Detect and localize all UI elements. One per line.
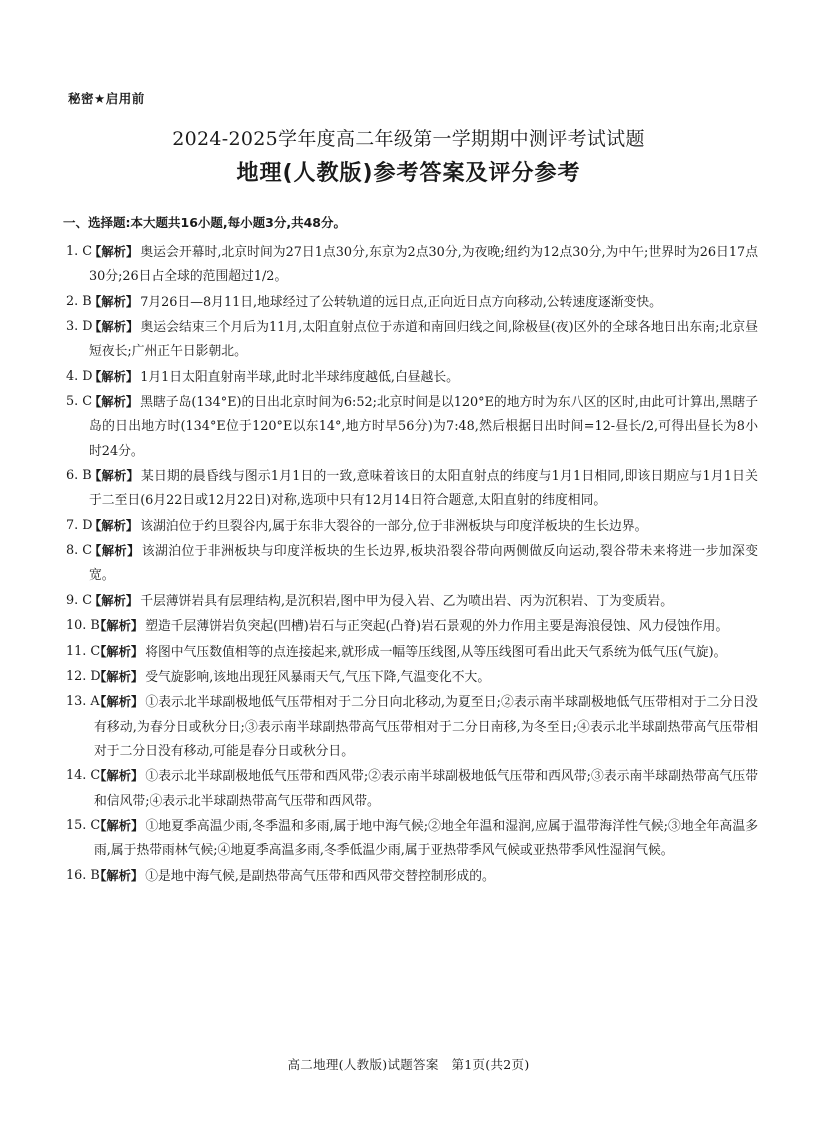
answer-text: 奥运会开幕时,北京时间为27日1点30分,东京为2点30分,为夜晚;纽约为12点30分,为中午;世界时为26日17点30分;26日占全球的范围超过1/2。: [89, 245, 758, 285]
answer-text: 该湖泊位于非洲板块与印度洋板块的生长边界,板块沿裂谷带向两侧做反向运动,裂谷带未来将进一步加深变宽。: [89, 544, 758, 584]
answer-number: 13. A: [66, 694, 100, 710]
answer-item: [66, 464, 758, 514]
answer-item: [66, 640, 758, 665]
answer-item: [66, 864, 758, 889]
answer-number: 2. B: [66, 293, 92, 309]
page-footer: 高二地理(人教版)试题答案 第1页(共2页): [287, 1057, 530, 1072]
answer-item: [66, 589, 758, 614]
answer-item: [66, 614, 758, 639]
analysis-tag: 【解析】: [94, 644, 144, 659]
answer-item: [66, 240, 758, 290]
answer-number: 14. C: [66, 768, 101, 784]
answer-item: [66, 365, 758, 390]
exam-title: 2024-2025学年度高二年级第一学期期中测评考试试题: [172, 128, 645, 150]
analysis-tag: 【解析】: [94, 868, 144, 883]
answer-number: 9. C: [66, 592, 93, 608]
analysis-tag: 【解析】: [89, 544, 140, 559]
answer-text: ①是地中海气候,是副热带高气压带和西风带交替控制形成的。: [145, 868, 495, 884]
answer-text: 该湖泊位于约旦裂谷内,属于东非大裂谷的一部分,位于非洲板块与印度洋板块的生长边界。: [140, 518, 648, 534]
analysis-tag: 【解析】: [89, 518, 139, 533]
analysis-tag: 【解析】: [89, 245, 139, 259]
answer-text: 某日期的晨昏线与图示1月1日的一致,意味着该日的太阳直射点的纬度与1月1日相同,即该日期应与1月1日关于二至日(6月22日或12月22日)对称,选项中只有12月14日符合题意,太阳直射的纬度相同。: [89, 469, 758, 509]
answer-item: [66, 390, 758, 464]
answer-item: [66, 539, 758, 589]
analysis-tag: 【解析】: [89, 593, 139, 608]
analysis-tag: 【解析】: [89, 320, 139, 335]
analysis-tag: 【解析】: [89, 395, 139, 410]
answer-text: ①表示北半球副极地低气压带和西风带;②表示南半球副极地低气压带和西风带;③表示南半球副热带高气压带和信风带;④表示北半球副热带高气压带和西风带。: [94, 769, 758, 809]
answer-list: [66, 240, 758, 889]
answer-number: 12. D: [66, 668, 101, 684]
answer-text: ①表示北半球副极地低气压带相对于二分日向北移动,为夏至日;②表示南半球副极地低气压带相对于二分日没有移动,为春分日或秋分日;③表示南半球副热带高气压带相对于二分日南移,为冬至日;④表示北半球副热带高气压带相对于二分日没有移动,可能是春分日或秋分日。: [94, 695, 758, 759]
answer-text: 7月26日—8月11日,地球经过了公转轨道的远日点,正向近日点方向移动,公转速度逐渐变快。: [140, 294, 662, 310]
answer-key-title: 地理(人教版)参考答案及评分参考: [236, 161, 581, 186]
answer-text: 奥运会结束三个月后为11月,太阳直射点位于赤道和南回归线之间,除极昼(夜)区外的全球各地日出东南;北京昼短夜长;广州正午日影朝北。: [89, 320, 758, 360]
analysis-tag: 【解析】: [89, 369, 139, 384]
analysis-tag: 【解析】: [94, 619, 144, 634]
answer-number: 5. C: [66, 394, 93, 410]
answer-item: [66, 315, 758, 365]
analysis-tag: 【解析】: [94, 769, 144, 784]
analysis-tag: 【解析】: [94, 669, 144, 684]
analysis-tag: 【解析】: [89, 294, 139, 309]
analysis-tag: 【解析】: [89, 469, 139, 484]
answer-text: 塑造千层薄饼岩负突起(凹槽)岩石与正突起(凸脊)岩石景观的外力作用主要是海浪侵蚀、风力侵蚀作用。: [145, 619, 729, 635]
answer-item: [66, 290, 758, 315]
answer-item: [66, 814, 758, 864]
answer-number: 7. D: [66, 517, 93, 533]
answer-item: [66, 690, 758, 764]
answer-number: 15. C: [66, 817, 101, 833]
answer-number: 6. B: [66, 468, 92, 484]
answer-text: 千层薄饼岩具有层理结构,是沉积岩,图中甲为侵入岩、乙为喷出岩、丙为沉积岩、丁为变质岩。: [140, 593, 674, 609]
answer-number: 16. B: [66, 867, 100, 883]
answer-number: 1. C: [66, 244, 93, 259]
answer-text: 将图中气压数值相等的点连接起来,就形成一幅等压线图,从等压线图可看出此天气系统为低气压(气旋)。: [145, 644, 727, 660]
confidential-label: 秘密★启用前: [68, 91, 145, 106]
answer-number: 11. C: [66, 643, 101, 659]
answer-text: 1月1日太阳直射南半球,此时北半球纬度越低,白昼越长。: [140, 369, 459, 385]
answer-number: 8. C: [66, 543, 93, 559]
answer-item: [66, 764, 758, 814]
answer-number: 10. B: [66, 618, 100, 634]
answer-number: 3. D: [66, 319, 93, 335]
answer-text: 受气旋影响,该地出现狂风暴雨天气,气压下降,气温变化不大。: [145, 669, 491, 685]
analysis-tag: 【解析】: [94, 818, 144, 833]
answer-number: 4. D: [66, 368, 93, 384]
answer-item: [66, 514, 758, 539]
answer-text: 黑瞎子岛(134°E)的日出北京时间为6:52;北京时间是以120°E的地方时为东八区的区时,由此可计算出,黑瞎子岛的日出地方时(134°E位于120°E以东14°,地方时早56分)为7:48,然后根据日出时间=12-昼长/2,可得出昼长为8小时24分。: [89, 395, 758, 459]
section-heading: 一、选择题:本大题共16小题,每小题3分,共48分。: [63, 215, 346, 230]
answer-item: [66, 665, 758, 690]
analysis-tag: 【解析】: [94, 695, 144, 710]
answer-text: ①地夏季高温少雨,冬季温和多雨,属于地中海气候;②地全年温和湿润,应属于温带海洋性气候;③地全年高温多雨,属于热带雨林气候;④地夏季高温多雨,冬季低温少雨,属于亚热带季风气候或亚热带季风性湿润气候。: [94, 818, 758, 859]
